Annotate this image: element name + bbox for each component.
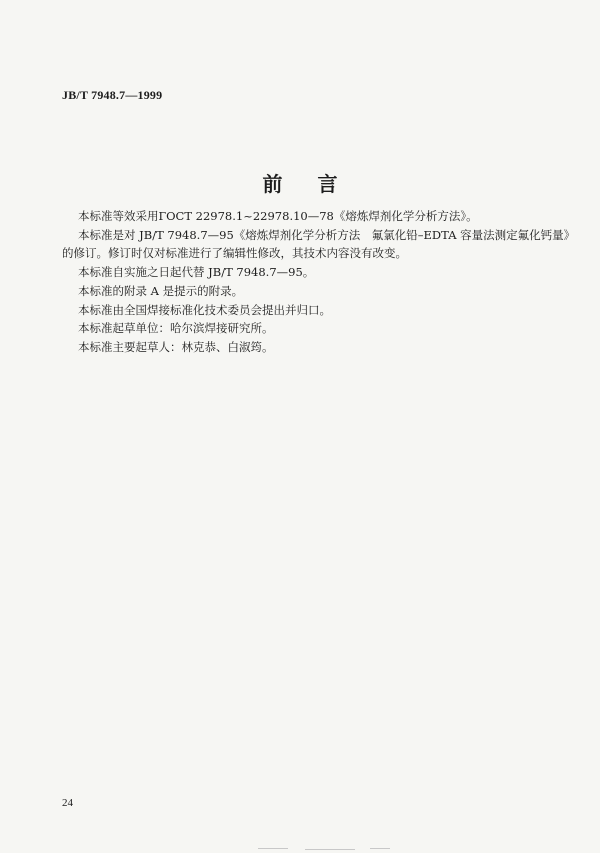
paragraph-drafters: 本标准主要起草人：林克恭、白淑筠。 xyxy=(78,339,274,354)
paragraph-adoption: 本标准等效采用ГOCT 22978.1~22978.10—78《熔炼焊剂化学分析方法》。 xyxy=(78,209,478,223)
scan-artifact-line xyxy=(370,848,390,849)
page-number: 24 xyxy=(62,797,73,809)
paragraph-appendix: 本标准的附录 A 是提示的附录。 xyxy=(78,283,244,298)
paragraph-drafting-unit: 本标准起草单位：哈尔滨焊接研究所。 xyxy=(78,321,274,336)
standard-number: JB/T 7948.7—1999 xyxy=(62,88,163,102)
paragraph-replacement: 本标准自实施之日起代替 JB/T 7948.7—95。 xyxy=(78,265,315,280)
paragraph-revision-continued: 的修订。修订时仅对标准进行了编辑性修改，其技术内容没有改变。 xyxy=(62,246,407,261)
paragraph-revision: 本标准是对 JB/T 7948.7—95《熔炼焊剂化学分析方法 氟氯化铅–EDTA 容量法测定氟化钙量》 xyxy=(78,227,576,242)
scan-artifact-line xyxy=(305,849,355,850)
paragraph-committee: 本标准由全国焊接标准化技术委员会提出并归口。 xyxy=(78,302,331,317)
scan-artifact-line xyxy=(258,848,288,849)
foreword-body xyxy=(62,207,576,357)
page-title: 前 言 xyxy=(262,172,352,196)
